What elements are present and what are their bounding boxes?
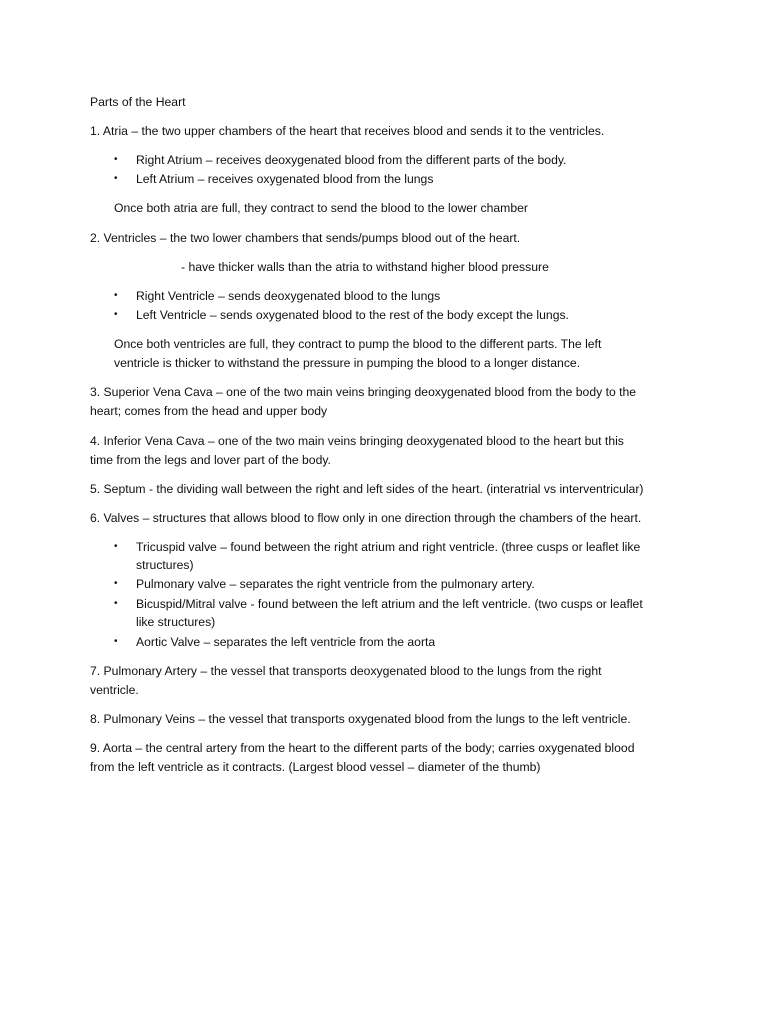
ventricles-subnote: - have thicker walls than the atria to withstand higher blood pressure: [181, 260, 549, 274]
bullet-tricuspid-line-1: Tricuspid valve – found between the right atrium and right ventricle. (three cusps or leaflet like: [136, 540, 641, 554]
ventricles-note-line-2: ventricle is thicker to withstand the pressure in pumping the blood to a longer distance.: [114, 356, 581, 370]
page-title: Parts of the Heart: [90, 95, 186, 109]
item-9-aorta-line-1: 9. Aorta – the central artery from the heart to the different parts of the body; carries oxygenated blood: [90, 741, 635, 755]
bullet-pulmonary-valve: Pulmonary valve – separates the right ventricle from the pulmonary artery.: [136, 577, 535, 591]
bullet-icon: •: [114, 290, 118, 301]
item-4-inferior-vena-cava-line-1: 4. Inferior Vena Cava – one of the two main veins bringing deoxygenated blood to the heart but this: [90, 434, 624, 448]
bullet-tricuspid-line-2: structures): [136, 558, 194, 572]
item-3-superior-vena-cava-line-2: heart; comes from the head and upper body: [90, 404, 328, 418]
bullet-icon: •: [114, 154, 118, 165]
item-8-pulmonary-veins: 8. Pulmonary Veins – the vessel that transports oxygenated blood from the lungs to the left ventricle.: [90, 712, 631, 726]
item-1-atria: 1. Atria – the two upper chambers of the heart that receives blood and sends it to the ventricles.: [90, 124, 605, 138]
item-9-aorta-line-2: from the left ventricle as it contracts. (Largest blood vessel – diameter of the thumb): [90, 760, 541, 774]
bullet-right-ventricle: Right Ventricle – sends deoxygenated blood to the lungs: [136, 289, 441, 303]
bullet-icon: •: [114, 173, 118, 184]
bullet-left-ventricle: Left Ventricle – sends oxygenated blood to the rest of the body except the lungs.: [136, 308, 569, 322]
atria-note: Once both atria are full, they contract to send the blood to the lower chamber: [114, 201, 528, 215]
item-7-pulmonary-artery-line-1: 7. Pulmonary Artery – the vessel that transports deoxygenated blood to the lungs from the right: [90, 664, 602, 678]
item-2-ventricles: 2. Ventricles – the two lower chambers that sends/pumps blood out of the heart.: [90, 231, 521, 245]
bullet-mitral-line-2: like structures): [136, 615, 216, 629]
bullet-icon: •: [114, 541, 118, 552]
item-4-inferior-vena-cava-line-2: time from the legs and lover part of the body.: [90, 453, 331, 467]
bullet-aortic-valve: Aortic Valve – separates the left ventricle from the aorta: [136, 635, 436, 649]
bullet-icon: •: [114, 578, 118, 589]
ventricles-note-line-1: Once both ventricles are full, they contract to pump the blood to the different parts. The left: [114, 337, 602, 351]
bullet-icon: •: [114, 636, 118, 647]
bullet-icon: •: [114, 309, 118, 320]
item-7-pulmonary-artery-line-2: ventricle.: [90, 683, 139, 697]
item-5-septum: 5. Septum - the dividing wall between the right and left sides of the heart. (interatrial vs interventricular): [90, 482, 644, 496]
item-6-valves: 6. Valves – structures that allows blood to flow only in one direction through the chambers of the heart.: [90, 511, 642, 525]
bullet-right-atrium: Right Atrium – receives deoxygenated blood from the different parts of the body.: [136, 153, 567, 167]
bullet-left-atrium: Left Atrium – receives oxygenated blood from the lungs: [136, 172, 434, 186]
bullet-mitral-line-1: Bicuspid/Mitral valve - found between the left atrium and the left ventricle. (two cusps or leaflet: [136, 597, 643, 611]
bullet-icon: •: [114, 598, 118, 609]
item-3-superior-vena-cava-line-1: 3. Superior Vena Cava – one of the two main veins bringing deoxygenated blood from the body to the: [90, 385, 637, 399]
